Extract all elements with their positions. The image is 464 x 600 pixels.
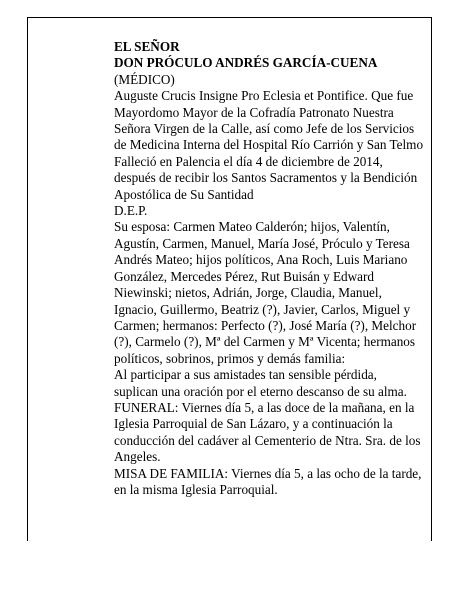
family-mass-paragraph: MISA DE FAMILIA: Viernes día 5, a las ocho de la tarde, en la misma Iglesia Parroquial. xyxy=(114,465,422,497)
death-paragraph: Falleció en Palencia el día 4 de diciembre de 2014, después de recibir los Santos Sacramentos y la Bendición Apostólica de Su Santidad xyxy=(114,153,418,202)
honors-paragraph: Auguste Crucis Insigne Pro Eclesia et Pontifice. Que fue Mayordomo Mayor de la Cofradía Patronato Nuestra Señora Virgen de la Calle, así como Jefe de los Servicios de Medicina Interna del Hospital Río Carrión y San Telmo xyxy=(114,88,424,153)
profession: (MÉDICO) xyxy=(114,71,175,87)
rip-line: D.E.P. xyxy=(114,203,148,219)
deceased-name: DON PRÓCULO ANDRÉS GARCÍA-CUENA xyxy=(114,55,378,71)
heading-title: EL SEÑOR xyxy=(114,39,180,54)
obituary-notice xyxy=(114,39,424,498)
prayer-paragraph: Al participar a sus amistades tan sensible pérdida, suplican una oración por el eterno descanso de su alma. xyxy=(114,367,407,399)
family-paragraph: Su esposa: Carmen Mateo Calderón; hijos, Valentín, Agustín, Carmen, Manuel, María José, Próculo y Teresa Andrés Mateo; hijos políticos, Ana Roch, Luis Mariano González, Mercedes Pérez, Rut Buisán y Edward Niewinski; nietos, Adrián, Jorge, Claudia, Manuel, Ignacio, Guillermo, Beatriz (?), Javier, Carlos, Miguel y Carmen; hermanos: Perfecto (?), José María (?), Melchor (?), Carmelo (?), Mª del Carmen y Mª Vicenta; hermanos políticos, sobrinos, primos y demás familia: xyxy=(114,219,417,366)
funeral-paragraph: FUNERAL: Viernes día 5, a las doce de la mañana, en la Iglesia Parroquial de San Lázaro, y a continuación la conducción del cadáver al Cementerio de Ntra. Sra. de los Angeles. xyxy=(114,399,421,465)
